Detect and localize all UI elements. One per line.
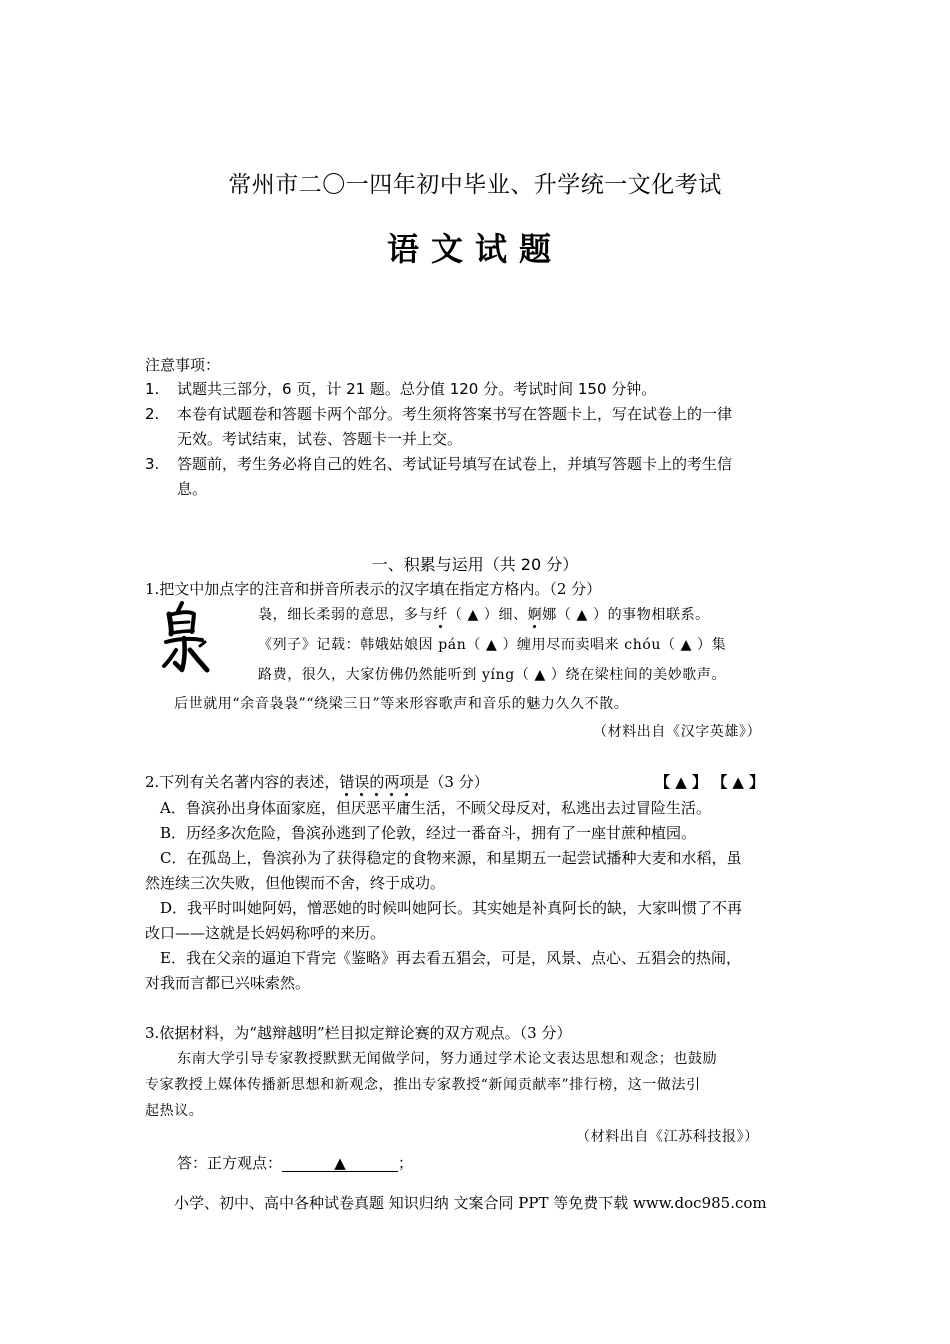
notice-item-text: 答题前，考生务必将自己的姓名、考试证号填写在试卷上，并填写答题卡上的考生信 (177, 455, 733, 473)
notice-heading: 注意事项： (145, 356, 221, 374)
q3-material-line-2: 专家教授上媒体传播新思想和新观念，推出专家教授“新闻贡献率”排行榜，这一做法引 (145, 1077, 701, 1093)
q1-dotted-char: 婀 (527, 607, 543, 623)
footer-text: 小学、初中、高中各种试卷真题 知识归纳 文案合同 PPT 等免费下载 www.doc985.com (174, 1194, 767, 1212)
q2-option-e-cont: 对我而言都已兴味索然。 (145, 974, 311, 992)
q1-material-line-2: 《列子》记载：韩娥姑娘因 pán（ ▲ ）缠用尽而卖唱来 chóu（ ▲ ）集 (258, 637, 727, 653)
notice-item-number: 1. (145, 380, 160, 398)
q1-source: （材料出自《汉字英雄》） (593, 724, 762, 740)
q3-material-line-3: 起热议。 (145, 1103, 204, 1119)
q1-text: 娜（ ▲ ）的事物相联系。 (542, 607, 710, 623)
q2-option-b: B．历经多次危险，鲁滨孙逃到了伦敦，经过一番奋斗，拥有了一座甘蔗种植园。 (160, 824, 697, 842)
q2-dotted-char: 误 (354, 773, 370, 791)
q2-option-d-cont: 改口——这就是长妈妈称呼的来历。 (145, 924, 386, 942)
q2-dotted-char: 项 (399, 773, 415, 791)
calligraphy-character (160, 600, 210, 676)
notice-item-text: 试题共三部分，6 页，计 21 题。总分值 120 分。考试时间 150 分钟。 (177, 380, 657, 398)
notice-item-text: 本卷有试题卷和答题卡两个部分。考生须将答案书写在答题卡上，写在试卷上的一律 (177, 405, 733, 423)
q2-option-c-cont: 然连续三次失败，但他锲而不舍，终于成功。 (145, 874, 446, 892)
q1-stem: 1.把文中加点字的注音和拼音所表示的汉字填在指定方格内。（2 分） (145, 580, 602, 598)
q2-option-c: C．在孤岛上，鲁滨孙为了获得稳定的食物来源，和星期五一起尝试播种大麦和水稻，虽 (160, 849, 742, 867)
q3-answer-blank: ▲ (282, 1155, 398, 1172)
q3-answer-tail: ； (398, 1154, 414, 1172)
notice-item-2 (145, 403, 732, 424)
q3-stem: 3.依据材料，为“越辩越明”栏目拟定辩论赛的双方观点。（3 分） (145, 1024, 572, 1042)
paper-title: 语文试题 (386, 230, 563, 268)
notice-item-3 (145, 453, 732, 474)
q2-text: 是（3 分） (414, 773, 489, 791)
q3-answer-line (177, 1152, 413, 1173)
notice-item-1 (145, 378, 656, 399)
q3-answer-label: 答：正方观点： (177, 1154, 283, 1172)
q2-dotted-char: 两 (384, 773, 400, 791)
q2-dotted-char: 错 (339, 773, 355, 791)
q1-text: （ ▲ ）细、 (447, 607, 528, 623)
q2-text: 2.下列有关名著内容的表述， (145, 773, 340, 791)
notice-item-number: 3. (145, 455, 160, 473)
q1-dotted-char: 纤 (433, 607, 448, 623)
notice-item-3-cont: 息。 (177, 480, 208, 498)
q1-material-line-3: 路费，很久，大家仿佛仍然能听到 yíng（ ▲ ）绕在梁柱间的美妙歌声。 (258, 667, 727, 683)
q2-option-e: E．我在父亲的逼迫下背完《鉴略》再去看五猖会，可是，风景、点心、五猖会的热闹， (160, 949, 741, 967)
notice-item-2-cont: 无效。考试结束，试卷、答题卡一并上交。 (177, 430, 463, 448)
q2-stem (145, 771, 489, 792)
q2-option-d: D．我平时叫她阿妈，憎恶她的时候叫她阿长。其实她是补真阿长的缺，大家叫惯了不再 (160, 899, 743, 917)
q1-material-line-4: 后世就用“余音袅袅”“绕梁三日”等来形容歌声和音乐的魅力久久不散。 (174, 696, 629, 712)
q2-option-a: A．鲁滨孙出身体面家庭，但厌恶平庸生活，不顾父母反对，私逃出去过冒险生活。 (160, 799, 711, 817)
q3-material-line-1: 东南大学引导专家教授默默无闻做学问，努力通过学术论文表达思想和观念；也鼓励 (177, 1051, 718, 1067)
q3-source: （材料出自《江苏科技报》） (576, 1129, 759, 1145)
section-title: 一、积累与运用（共 20 分） (371, 555, 579, 574)
q2-dotted-char: 的 (369, 773, 385, 791)
exam-title: 常州市二〇一四年初中毕业、升学统一文化考试 (228, 172, 722, 198)
q1-material-line-1 (258, 604, 710, 624)
notice-item-number: 2. (145, 405, 160, 423)
q2-answer-brackets: 【 ▲ 】 【 ▲ 】 (655, 773, 765, 791)
q1-text: 袅，细长柔弱的意思，多与 (258, 607, 434, 623)
